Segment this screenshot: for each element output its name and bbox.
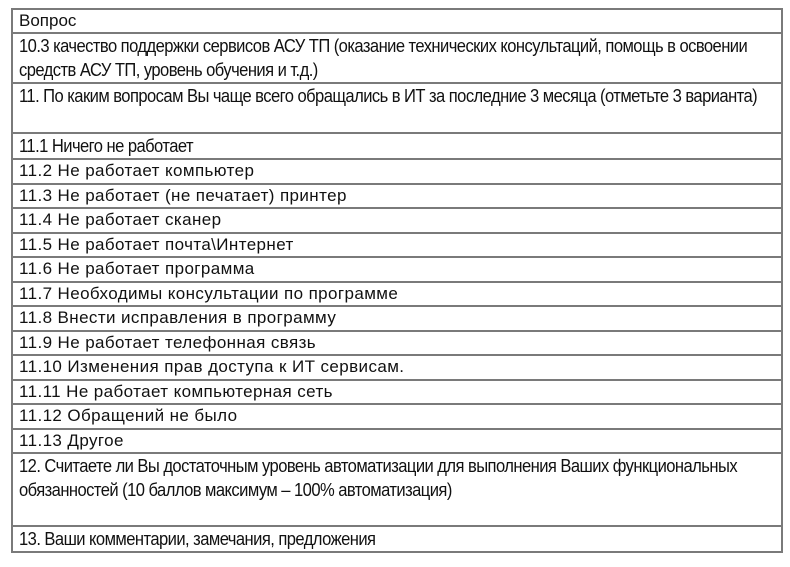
option-11-12: 11.12 Обращений не было (12, 404, 782, 429)
option-11-1: 11.1 Ничего не работает (12, 133, 782, 159)
table-row (12, 282, 782, 307)
table-row (12, 133, 782, 159)
option-11-5: 11.5 Не работает почта\Интернет (12, 233, 782, 258)
option-11-9: 11.9 Не работает телефонная связь (12, 331, 782, 356)
option-11-11: 11.11 Не работает компьютерная сеть (12, 380, 782, 405)
question-10-3: 10.3 качество поддержки сервисов АСУ ТП (оказание технических консультаций, помощь в освоении средств АСУ ТП, уровень обучения и т.д.) (12, 33, 782, 83)
option-11-3: 11.3 Не работает (не печатает) принтер (12, 184, 782, 209)
option-11-8: 11.8 Внести исправления в программу (12, 306, 782, 331)
survey-questions-table (11, 8, 783, 553)
option-11-13: 11.13 Другое (12, 429, 782, 454)
option-11-2: 11.2 Не работает компьютер (12, 159, 782, 184)
table-row (12, 429, 782, 454)
question-13: 13. Ваши комментарии, замечания, предложения (12, 526, 782, 552)
table-row (12, 184, 782, 209)
table-row (12, 83, 782, 133)
table-row (12, 453, 782, 526)
table-row (12, 33, 782, 83)
option-11-10: 11.10 Изменения прав доступа к ИТ сервисам. (12, 355, 782, 380)
question-12: 12. Считаете ли Вы достаточным уровень автоматизации для выполнения Ваших функциональных обязанностей (10 баллов максимум – 100% автоматизация) (12, 453, 782, 526)
table-row (12, 404, 782, 429)
table-row (12, 331, 782, 356)
table-row (12, 380, 782, 405)
table-header-row (12, 9, 782, 33)
column-header-question: Вопрос (12, 9, 782, 33)
table-row (12, 257, 782, 282)
table-row (12, 526, 782, 552)
table-row (12, 208, 782, 233)
table-row (12, 159, 782, 184)
table-row (12, 355, 782, 380)
option-11-6: 11.6 Не работает программа (12, 257, 782, 282)
question-11: 11. По каким вопросам Вы чаще всего обращались в ИТ за последние 3 месяца (отметьте 3 варианта) (12, 83, 782, 133)
option-11-7: 11.7 Необходимы консультации по программе (12, 282, 782, 307)
table-row (12, 233, 782, 258)
table-row (12, 306, 782, 331)
option-11-4: 11.4 Не работает сканер (12, 208, 782, 233)
